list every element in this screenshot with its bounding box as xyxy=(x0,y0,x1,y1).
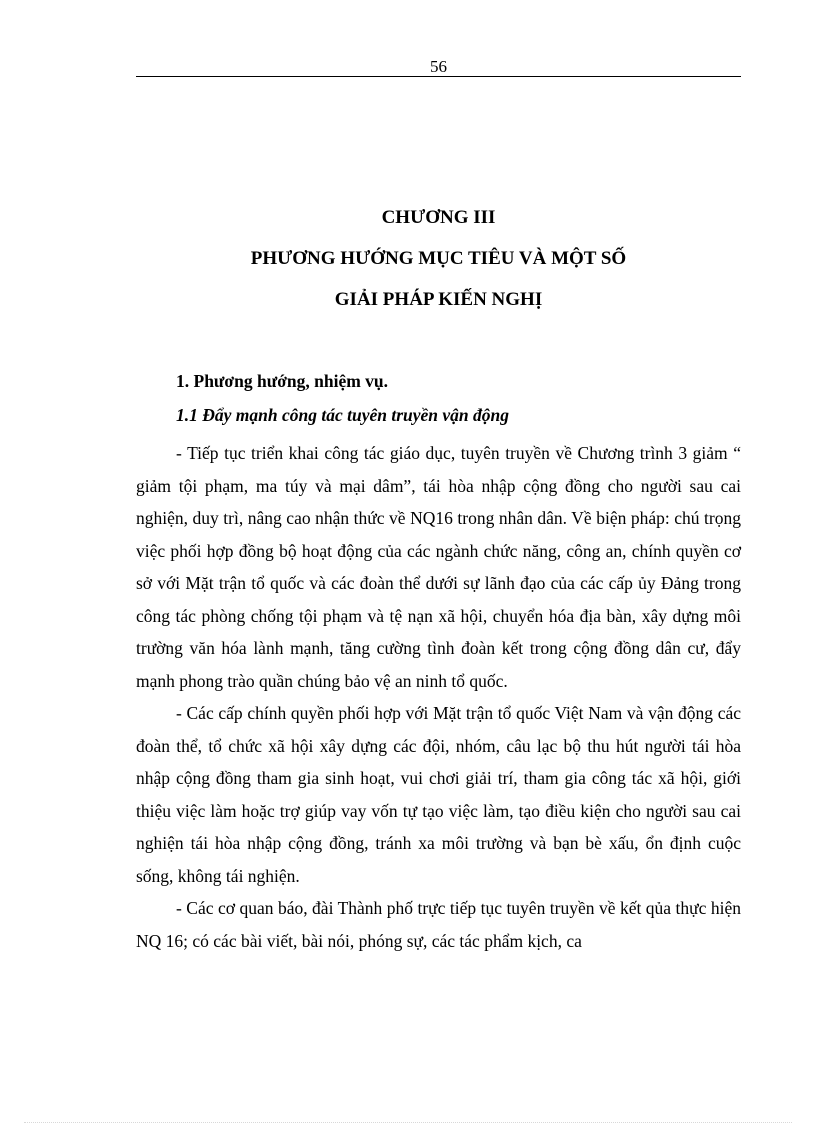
section-heading: 1. Phương hướng, nhiệm vụ. xyxy=(176,371,389,391)
body-paragraph: - Tiếp tục triển khai công tác giáo dục, tuyên truyền về Chương trình 3 giảm “ giảm tội phạm, ma túy và mại dâm”, tái hòa nhập cộng đồng cho người sau cai nghiện, duy trì, nâng cao nhận thức về NQ16 trong nhân dân. Về biện pháp: chú trọng việc phối hợp đồng bộ hoạt động của các ngành chức năng, công an, chính quyền cơ sở với Mặt trận tổ quốc và các đoàn thể dưới sự lãnh đạo của các cấp ủy Đảng trong công tác phòng chống tội phạm và tệ nạn xã hội, chuyển hóa địa bàn, xây dựng môi trường văn hóa lành mạnh, tăng cường tình đoàn kết trong cộng đồng dân cư, đẩy mạnh phong trào quần chúng bảo vệ an ninh tổ quốc. xyxy=(136,443,741,691)
body-text xyxy=(136,437,741,957)
chapter-subtitle-line-1: PHƯƠNG HƯỚNG MỤC TIÊU VÀ MỘT SỐ xyxy=(250,248,627,269)
body-paragraph: - Các cấp chính quyền phối hợp với Mặt trận tổ quốc Việt Nam và vận động các đoàn thể, tổ chức xã hội xây dựng các đội, nhóm, câu lạc bộ thu hút người tái hòa nhập cộng đồng tham gia sinh hoạt, vui chơi giải trí, tham gia công tác xã hội, giới thiệu việc làm hoặc trợ giúp vay vốn tự tạo việc làm, tạo điều kiện cho người sau cai nghiện tái hòa nhập cộng đồng, tránh xa môi trường và bạn bè xấu, ổn định cuộc sống, không tái nghiện. xyxy=(136,703,741,886)
header-rule xyxy=(136,76,741,77)
page-number: 56 xyxy=(430,57,447,76)
section-subheading: 1.1 Đẩy mạnh công tác tuyên truyền vận động xyxy=(176,405,510,425)
chapter-subtitle-line-2: GIẢI PHÁP KIẾN NGHỊ xyxy=(334,289,543,310)
body-paragraph: - Các cơ quan báo, đài Thành phố trực tiếp tục tuyên truyền về kết qủa thực hiện NQ 16; có các bài viết, bài nói, phóng sự, các tác phẩm kịch, ca xyxy=(136,898,741,951)
chapter-title: CHƯƠNG III xyxy=(381,207,496,228)
